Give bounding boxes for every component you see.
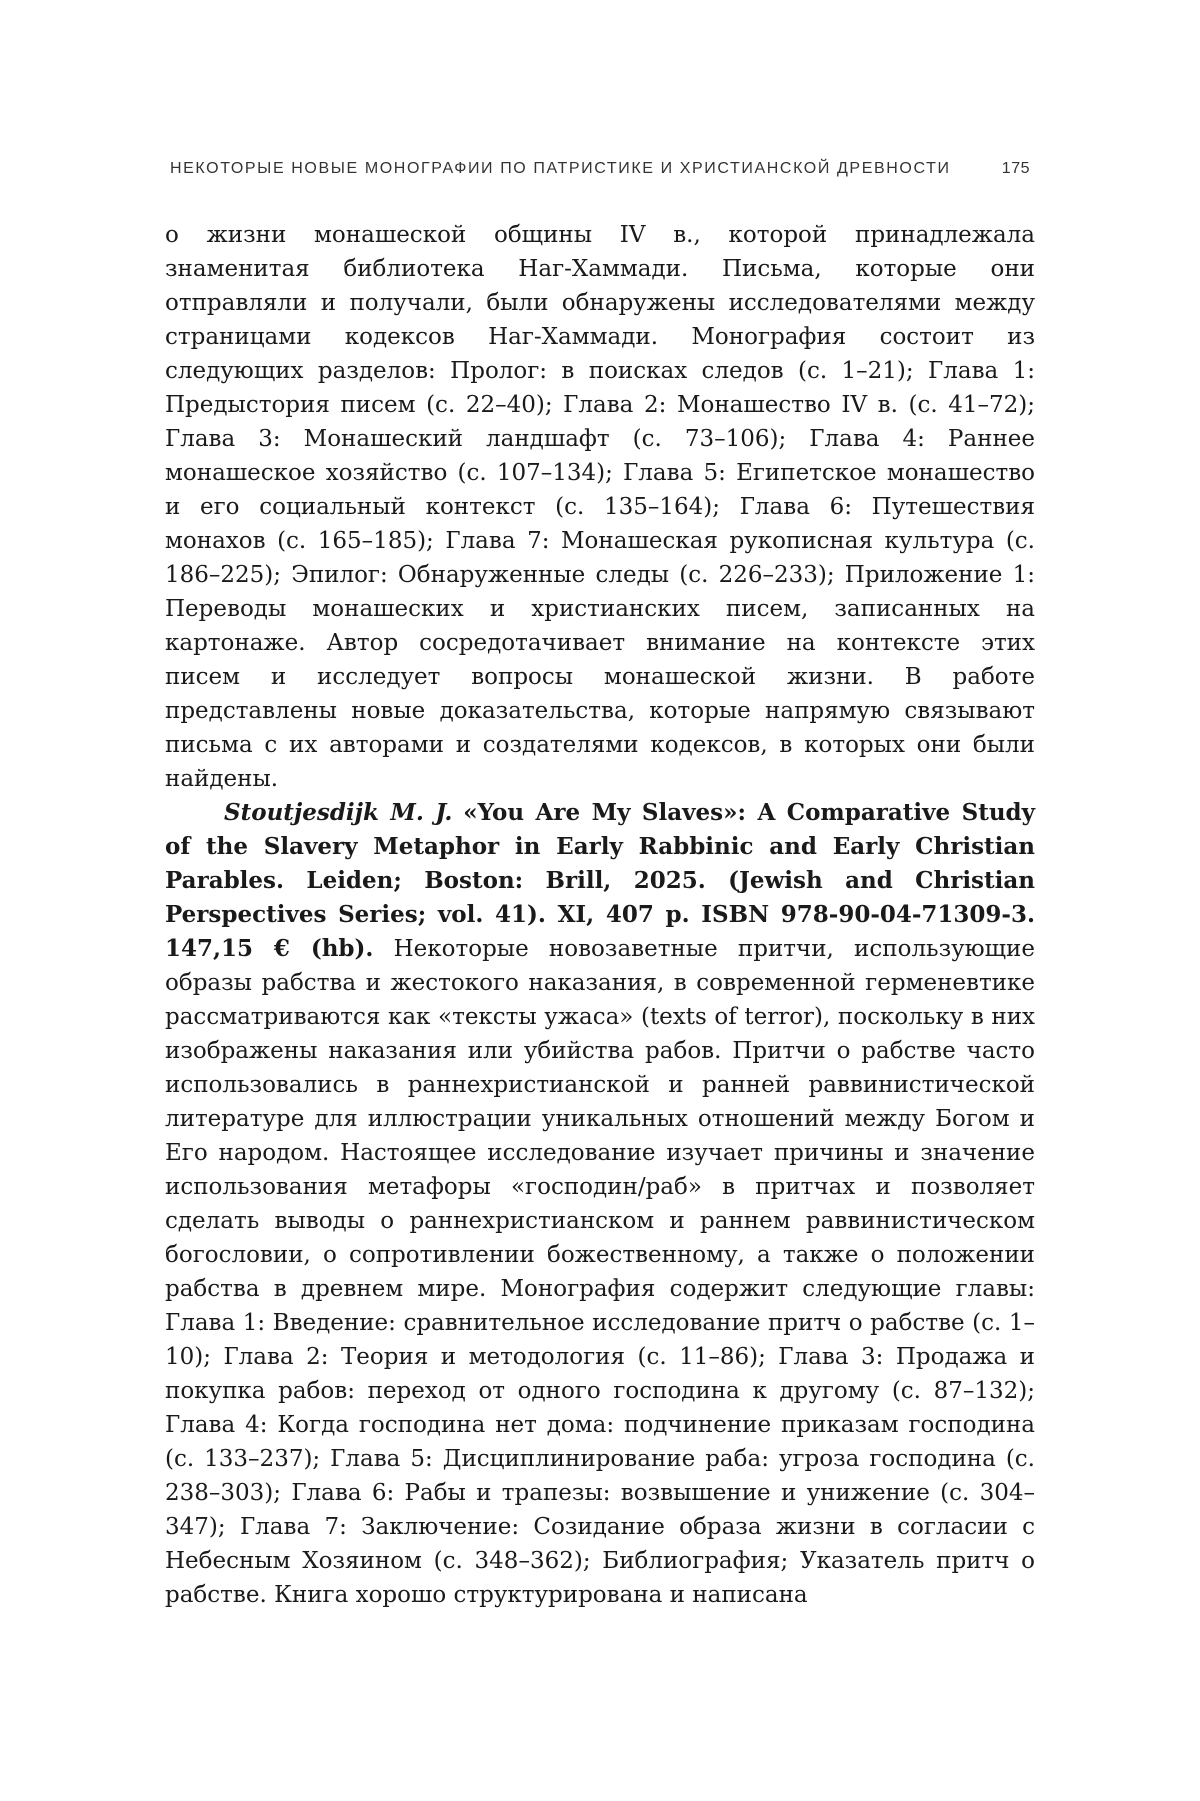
page-number: 175: [1001, 160, 1030, 177]
page-body: [165, 218, 1035, 1612]
paragraph-continued: о жизни монашеской общины IV в., которой принадлежала знаменитая библиотека Наг-Хаммади. Письма, которые они отправляли и получали, были обнаружены исследователями между страницами кодексов Наг-Хаммади. Монография состоит из следующих разделов: Пролог: в поисках следов (с. 1–21); Глава 1: Предыстория писем (с. 22–40); Глава 2: Монашество IV в. (с. 41–72); Глава 3: Монашеский ландшафт (с. 73–106); Глава 4: Раннее монашеское хозяйство (с. 107–134); Глава 5: Египетское монашество и его социальный контекст (с. 135–164); Глава 6: Путешествия монахов (с. 165–185); Глава 7: Монашеская рукописная культура (с. 186–225); Эпилог: Обнаруженные следы (с. 226–233); Приложение 1: Переводы монашеских и христианских писем, записанных на картонаже. Автор сосредотачивает внимание на контексте этих писем и исследует вопросы монашеской жизни. В работе представлены новые доказательства, которые напрямую связывают письма с их авторами и создателями кодексов, в которых они были найдены.: [165, 222, 1035, 792]
entry-author: Stoutjesdijk M. J.: [224, 799, 453, 826]
entry-bibliography: «You Are My Slaves»: A Comparative Study of the Slavery Metaphor in Early Rabbinic and Early Christian Parables. Leiden; Boston: Brill, 2025. (Jewish and Christian Perspectives Series; vol. 41). XI, 407 p. ISBN 978-90-04-71309-3. 147,15 € (hb).: [165, 799, 1035, 962]
running-head: [170, 160, 1030, 178]
entry-text: Некоторые новозаветные притчи, использующие образы рабства и жестокого наказания, в современной герменевтике рассматриваются как «тексты ужаса» (texts of terror), поскольку в них изображены наказания или убийства рабов. Притчи о рабстве часто использовались в раннехристианской и ранней раввинистической литературе для иллюстрации уникальных отношений между Богом и Его народом. Настоящее исследование изучает причины и значение использования метафоры «господин/раб» в притчах и позволяет сделать выводы о раннехристианском и раннем раввинистическом богословии, о сопротивлении божественному, а также о положении рабства в древнем мире. Монография содержит следующие главы: Глава 1: Введение: сравнительное исследование притч о рабстве (с. 1–10); Глава 2: Теория и методология (с. 11–86); Глава 3: Продажа и покупка рабов: переход от одного господина к другому (с. 87–132); Глава 4: Когда господина нет дома: подчинение приказам господина (с. 133–237); Глава 5: Дисциплинирование раба: угроза господина (с. 238–303); Глава 6: Рабы и трапезы: возвышение и унижение (с. 304–347); Глава 7: Заключение: Созидание образа жизни в согласии с Небесным Хозяином (с. 348–362); Библиография; Указатель притч о рабстве. Книга хорошо структурирована и написана: [165, 936, 1035, 1608]
running-title: НЕКОТОРЫЕ НОВЫЕ МОНОГРАФИИ ПО ПАТРИСТИКЕ И ХРИСТИАНСКОЙ ДРЕВНОСТИ: [170, 160, 951, 177]
book-review-entry: [165, 796, 1035, 1612]
